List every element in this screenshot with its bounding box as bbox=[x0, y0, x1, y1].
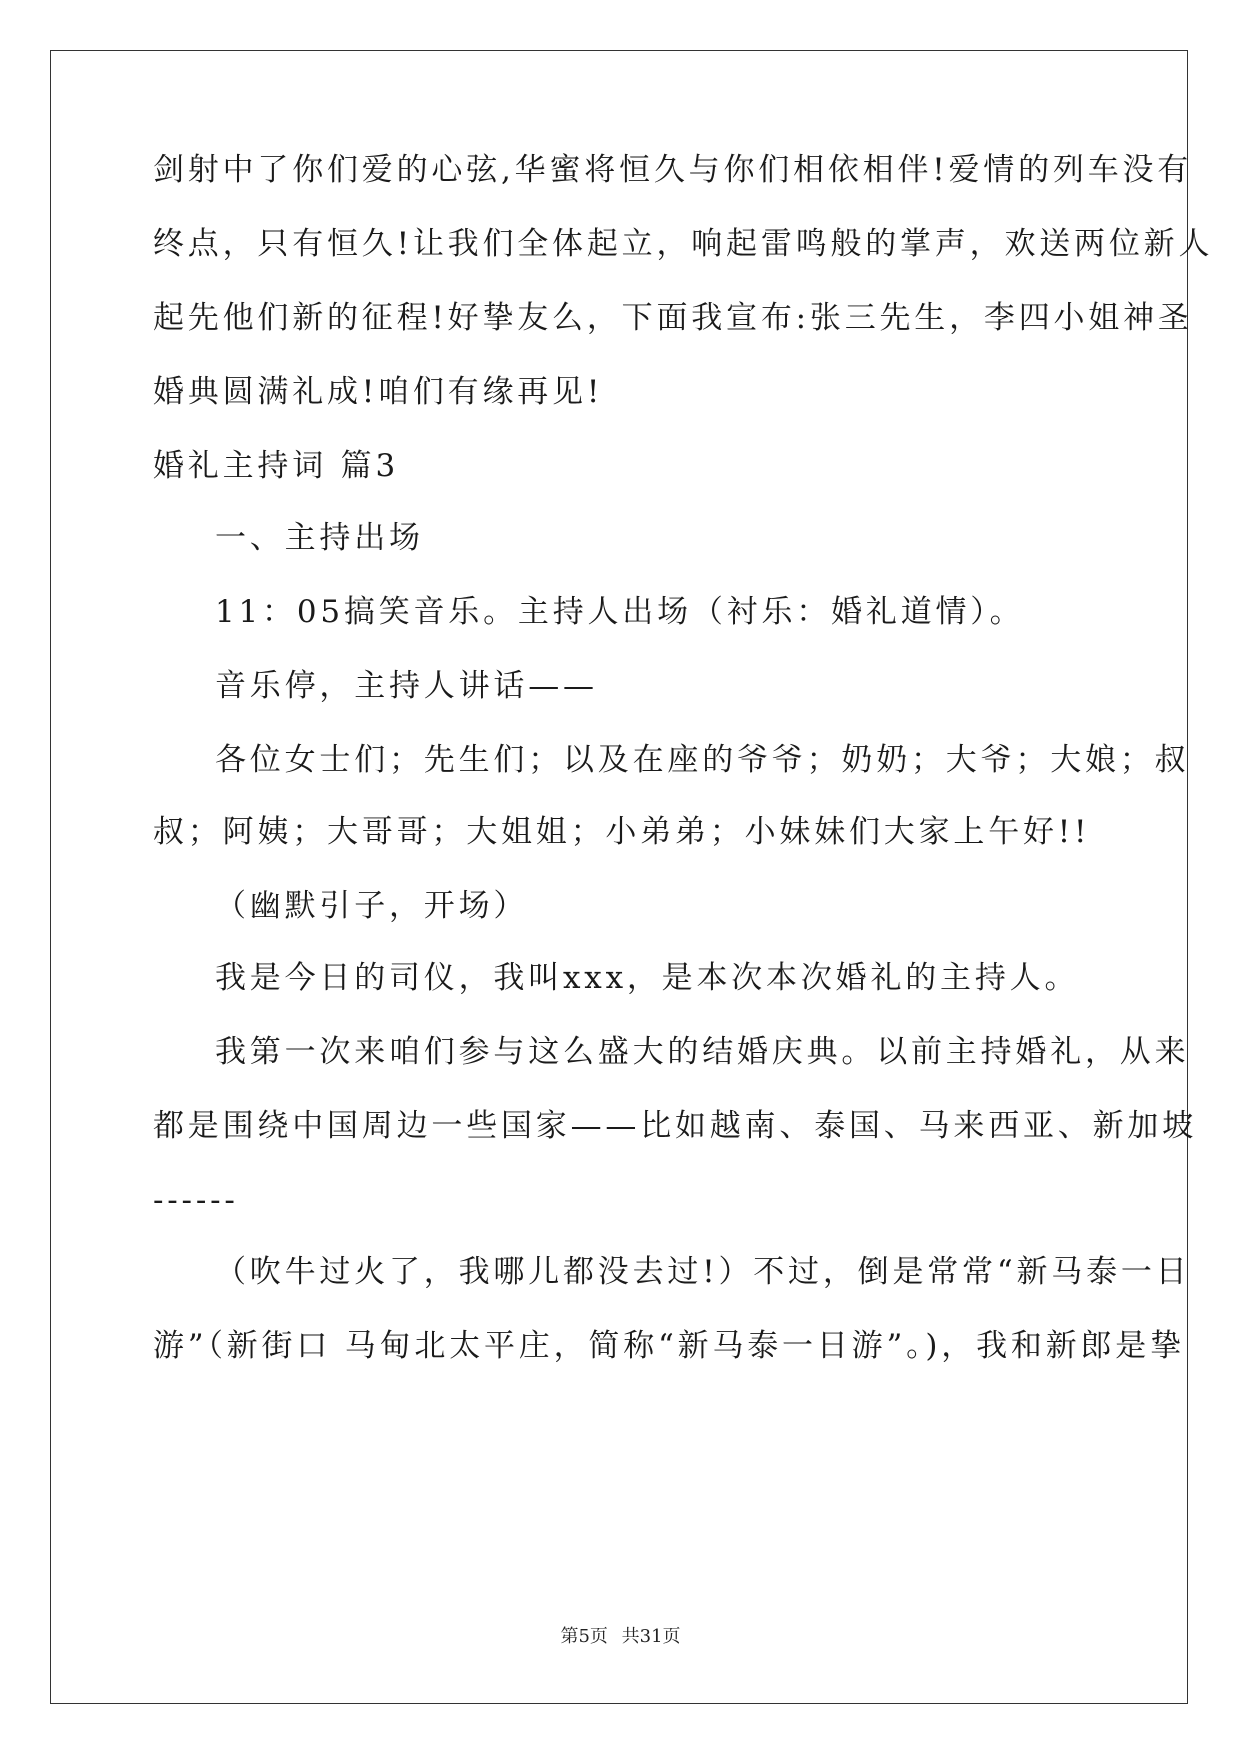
text-line: 终点，只有恒久!让我们全体起立，响起雷鸣般的掌声，欢送两位新人 bbox=[153, 226, 1214, 262]
text-line: 游”（新街口 马甸北太平庄，简称“新马泰一日游”。)，我和新郎是挚 bbox=[153, 1328, 1185, 1364]
text-line: （幽默引子，开场） bbox=[215, 888, 529, 924]
text-line: 都是围绕中国周边一些国家——比如越南、泰国、马来西亚、新加坡 bbox=[153, 1108, 1197, 1144]
subsection-heading: 一、主持出场 bbox=[215, 520, 424, 556]
text-line: 我是今日的司仪，我叫xxx，是本次本次婚礼的主持人。 bbox=[215, 960, 1080, 996]
text-line: 剑射中了你们爱的心弦,华蜜将恒久与你们相依相伴!爱情的列车没有 bbox=[153, 152, 1193, 188]
page-number: 第5页 bbox=[560, 1626, 608, 1647]
page-total: 共31页 bbox=[621, 1626, 681, 1647]
text-line: 音乐停，主持人讲话—— bbox=[215, 668, 598, 704]
text-line: 婚典圆满礼成!咱们有缘再见! bbox=[153, 374, 604, 410]
text-line: 各位女士们；先生们；以及在座的爷爷；奶奶；大爷；大娘；叔 bbox=[215, 742, 1190, 778]
text-line: ------ bbox=[153, 1182, 239, 1218]
text-line: 起先他们新的征程!好挚友么，下面我宣布:张三先生，李四小姐神圣 bbox=[153, 300, 1193, 336]
text-line: 我第一次来咱们参与这么盛大的结婚庆典。以前主持婚礼，从来 bbox=[215, 1034, 1190, 1070]
text-line: （吹牛过火了，我哪儿都没去过!）不过，倒是常常“新马泰一日 bbox=[215, 1254, 1191, 1290]
page-footer bbox=[0, 1622, 1241, 1648]
text-line: 11：05搞笑音乐。主持人出场（衬乐：婚礼道情）。 bbox=[215, 594, 1025, 630]
text-line: 叔；阿姨；大哥哥；大姐姐；小弟弟；小妹妹们大家上午好!! bbox=[153, 814, 1091, 850]
section-heading: 婚礼主持词 篇3 bbox=[153, 448, 399, 484]
